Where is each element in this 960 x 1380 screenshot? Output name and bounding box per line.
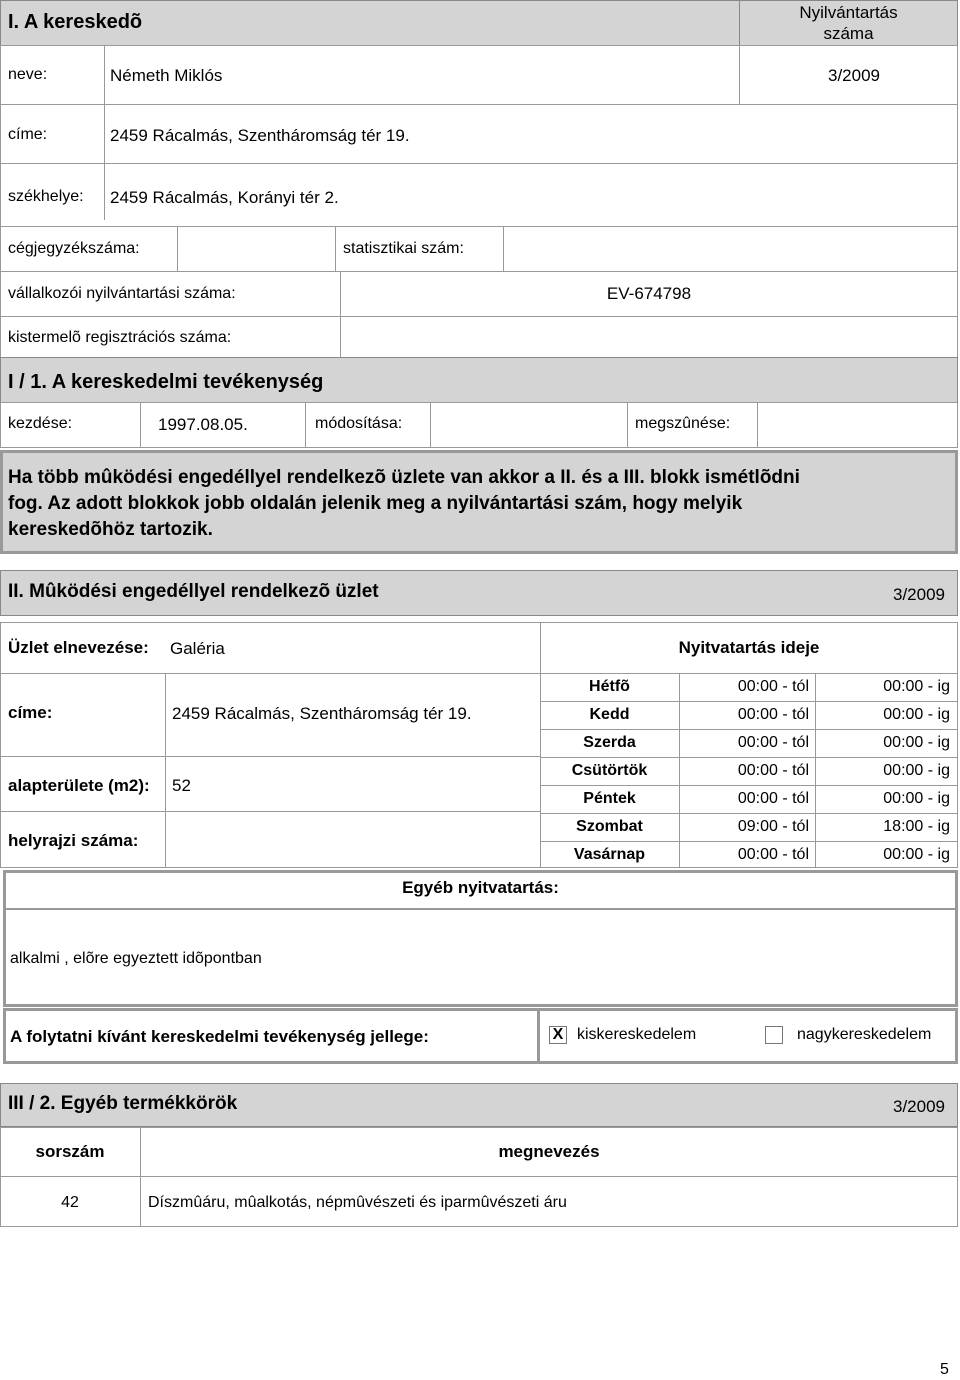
hours-to: 00:00 - ig xyxy=(883,734,950,751)
hours-to: 00:00 - ig xyxy=(883,846,950,863)
hours-from: 09:00 - tól xyxy=(737,818,809,835)
entrepreneur-value: EV-674798 xyxy=(606,284,692,303)
shop-name-label: Üzlet elnevezése: xyxy=(8,638,149,657)
area-value: 52 xyxy=(172,776,191,795)
shop-address-label: címe: xyxy=(8,703,53,722)
hours-day: Kedd xyxy=(589,706,630,723)
hours-to: 18:00 - ig xyxy=(883,818,950,835)
col-name-header: megnevezés xyxy=(498,1142,600,1161)
end-label: megszûnése: xyxy=(635,415,731,432)
company-reg-row xyxy=(0,226,958,272)
hours-day: Vasárnap xyxy=(573,846,646,863)
start-value: 1997.08.05. xyxy=(158,415,248,434)
hours-day: Csütörtök xyxy=(571,762,648,779)
reg-label-line2: száma xyxy=(823,24,874,43)
section3-reg-number: 3/2009 xyxy=(893,1097,945,1116)
address-value: 2459 Rácalmás, Szentháromság tér 19. xyxy=(110,126,410,145)
retail-checkbox[interactable]: X xyxy=(549,1026,567,1044)
notice-line1: Ha több mûködési engedéllyel rendelkezõ üzlete van akkor a II. és a III. blokk ismétlõdni xyxy=(8,467,800,488)
address-label: címe: xyxy=(8,126,48,143)
section1-title: I. A kereskedõ xyxy=(8,11,143,33)
activity-label: A folytatni kívánt kereskedelmi tevékenység jellege: xyxy=(10,1027,429,1046)
name-value: Németh Miklós xyxy=(110,66,223,85)
hours-from: 00:00 - tól xyxy=(737,762,809,779)
modify-label: módosítása: xyxy=(315,415,403,432)
other-hours-value: alkalmi , elõre egyeztett idõpontban xyxy=(10,950,262,967)
hours-day: Szerda xyxy=(583,734,636,751)
section2-reg-number: 3/2009 xyxy=(893,585,945,604)
hours-to: 00:00 - ig xyxy=(883,678,950,695)
shop-name-value: Galéria xyxy=(170,639,225,658)
activity-dates-row xyxy=(0,402,958,448)
hours-day: Péntek xyxy=(583,790,636,807)
start-label: kezdése: xyxy=(8,415,73,432)
hours-from: 00:00 - tól xyxy=(737,846,809,863)
company-reg-label: cégjegyzékszáma: xyxy=(8,240,140,257)
wholesale-label: nagykereskedelem xyxy=(797,1026,932,1043)
shop-address-value: 2459 Rácalmás, Szentháromság tér 19. xyxy=(172,704,472,723)
col-num-header: sorszám xyxy=(35,1142,105,1161)
hours-from: 00:00 - tól xyxy=(737,678,809,695)
area-label: alapterülete (m2): xyxy=(8,776,150,795)
reg-label-line1: Nyilvántartás xyxy=(799,3,898,22)
stat-label: statisztikai szám: xyxy=(343,240,464,257)
section3-title: III / 2. Egyéb termékkörök xyxy=(8,1093,238,1114)
hours-from: 00:00 - tól xyxy=(737,790,809,807)
seat-value: 2459 Rácalmás, Korányi tér 2. xyxy=(110,188,339,207)
section2-title: II. Mûködési engedéllyel rendelkezõ üzlet xyxy=(8,581,379,602)
retail-label: kiskereskedelem xyxy=(577,1026,697,1043)
other-hours-label: Egyéb nyitvatartás: xyxy=(402,878,559,897)
notice-line3: kereskedõhöz tartozik. xyxy=(8,519,213,540)
entrepreneur-label: vállalkozói nyilvántartási száma: xyxy=(8,285,236,302)
seat-label: székhelye: xyxy=(8,188,84,205)
reg-number: 3/2009 xyxy=(828,66,880,85)
page-number: 5 xyxy=(940,1361,949,1378)
hours-from: 00:00 - tól xyxy=(737,734,809,751)
hours-to: 00:00 - ig xyxy=(883,762,950,779)
parcel-label: helyrajzi száma: xyxy=(8,831,139,850)
product-name: Díszmûáru, mûalkotás, népmûvészeti és iparmûvészeti áru xyxy=(148,1194,567,1211)
hours-from: 00:00 - tól xyxy=(737,706,809,723)
notice-line2: fog. Az adott blokkok jobb oldalán jelenik meg a nyilvántartási szám, hogy melyik xyxy=(8,493,743,514)
wholesale-checkbox[interactable] xyxy=(765,1026,783,1044)
product-num: 42 xyxy=(61,1194,79,1211)
section1-1-title: I / 1. A kereskedelmi tevékenység xyxy=(8,371,324,393)
hours-day: Hétfõ xyxy=(589,678,630,695)
hours-title: Nyitvatartás ideje xyxy=(678,638,820,657)
hours-to: 00:00 - ig xyxy=(883,790,950,807)
hours-day: Szombat xyxy=(576,818,643,835)
name-label: neve: xyxy=(8,66,48,83)
farmer-label: kistermelõ regisztrációs száma: xyxy=(8,329,232,346)
hours-to: 00:00 - ig xyxy=(883,706,950,723)
